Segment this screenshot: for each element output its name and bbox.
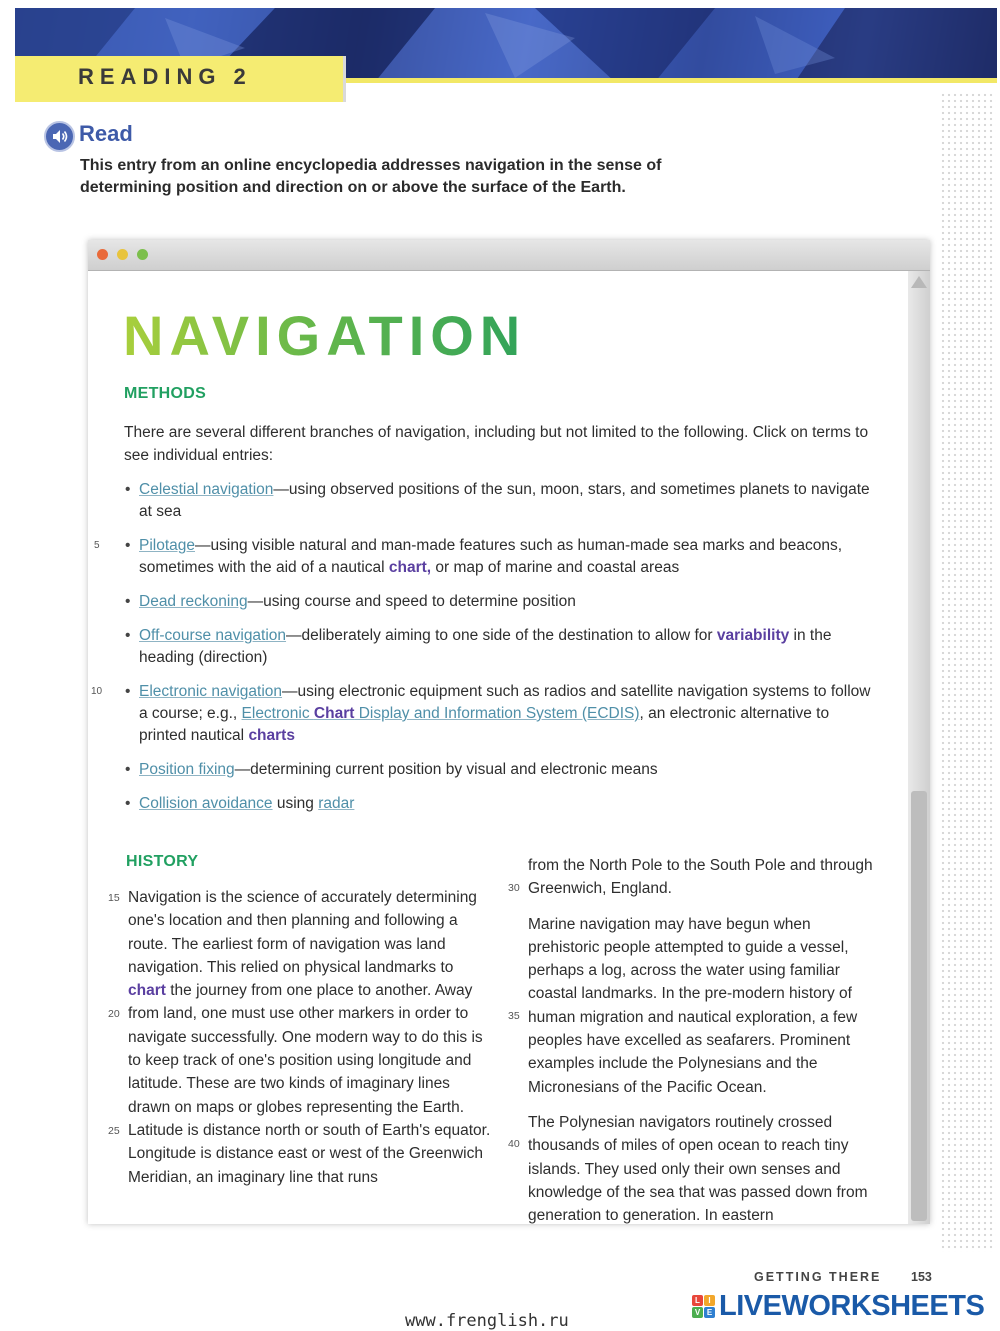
liveworksheets-logo[interactable] [692,1290,992,1324]
item-text: using [272,795,319,812]
list-item [94,535,876,579]
item-text: —determining current position by visual and electronic means [234,761,658,778]
ecdis-text: Display and Information System (ECDIS) [354,705,640,722]
history-paragraph: The Polynesian navigators routinely crossed thousands of miles of open ocean to reach tiny islands. They used only their own senses and knowledge of the sea that was passed down from generation to generation. In eastern [528,1113,868,1225]
keyword-chart: Chart [313,705,355,722]
history-text: the journey from one place to another. Away from land, one must use other markers in order to navigate successfully. One modern way to do this is to keep track of one's position using longitude and latitude. These are two kinds of imaginary lines drawn on maps or globes representing the Earth. Latitude is distance north or south of Earth's equator. Longitude is distance east or west of the Greenwich Meridian, an imaginary line that runs [128,982,491,1186]
item-text: —using visible natural and man-made features such as human-made sea marks and beacons, sometimes with the aid of a nautical [139,537,843,576]
item-text: —deliberately aiming to one side of the destination to allow for [286,627,717,644]
term-link-electronic-navigation[interactable]: Electronic navigation [139,683,283,700]
history-paragraph: Marine navigation may have begun when prehistoric people attempted to guide a vessel, perhaps a log, across the water using familiar coastal landmarks. In the pre-modern history of human migration and nautical exploration, a few peoples have excelled as seafarers. Prominent examples include the Polynesians and the Micronesians of the Pacific Ocean. [528,915,858,1096]
read-intro: This entry from an online encyclopedia addresses navigation in the sense of determining position and direction on or above the surface of the Earth. [80,157,662,196]
item-text: —using electronic equipment such as radios and satellite navigation systems to follow a course; e.g., [139,683,871,722]
list-item [91,681,876,747]
dot-pattern-decoration [940,92,996,1252]
term-link-radar[interactable]: radar [318,795,355,812]
item-text: in the heading (direction) [139,627,832,666]
keyword-chart[interactable]: chart [128,982,166,1000]
close-window-button[interactable] [97,249,108,260]
ecdis-text: Electronic [241,705,314,722]
audio-icon[interactable] [44,121,75,152]
line-number: 35 [508,1010,520,1022]
line-number: 40 [508,1138,520,1150]
site-url[interactable]: www.frenglish.ru [405,1311,569,1331]
history-text: Navigation is the science of accurately determining one's location and then planning and following a route. The earliest form of navigation was land navigation. This relied on physical landmarks to [128,889,477,976]
minimize-window-button[interactable] [117,249,128,260]
keyword-chart[interactable]: chart, [388,559,432,576]
footer-section-label: GETTING THERE [754,1270,882,1284]
term-link-pilotage[interactable]: Pilotage [139,537,196,554]
logo-letter: V [692,1307,703,1318]
reading-label: READING 2 [78,64,252,89]
history-paragraph: from the North Pole to the South Pole and through Greenwich, England. [528,857,873,898]
history-right-column [528,854,880,1239]
history-heading: HISTORY [126,853,199,870]
window-titlebar [88,240,930,271]
liveworksheets-grid-icon [692,1295,716,1319]
logo-letter: I [704,1295,715,1306]
article-title: NAVIGATION [123,304,527,367]
item-text: or map of marine and coastal areas [431,559,680,576]
term-link-celestial-navigation[interactable]: Celestial navigation [139,481,274,498]
line-number: 25 [108,1125,120,1137]
list-item [124,479,876,523]
line-number: 20 [108,1008,120,1020]
read-title: Read [79,121,133,146]
vertical-scrollbar[interactable] [908,271,930,1224]
liveworksheets-wordmark: LIVEWORKSHEETS [719,1290,985,1322]
term-link-dead-reckoning[interactable]: Dead reckoning [139,593,248,610]
item-text: —using observed positions of the sun, moon, stars, and sometimes planets to navigate at sea [139,481,870,520]
item-text: —using course and speed to determine position [247,593,576,610]
line-number: 30 [508,882,520,894]
speaker-icon [46,123,73,150]
list-item [124,625,876,669]
line-number: 15 [108,892,120,904]
list-item [124,793,876,815]
scroll-thumb[interactable] [911,791,927,1221]
logo-letter: E [704,1307,715,1318]
keyword-charts[interactable]: charts [248,727,295,744]
line-number: • 5 [94,540,100,551]
item-text: , an electronic alternative to printed nautical [139,705,830,744]
methods-list [91,479,876,827]
methods-heading: METHODS [124,385,207,402]
history-left-column [128,886,494,1189]
scroll-up-arrow-icon[interactable] [911,276,927,288]
page-number: 153 [911,1270,932,1284]
line-number: • 10 [91,686,103,697]
list-item [124,591,876,613]
term-link-off-course-navigation[interactable]: Off-course navigation [139,627,287,644]
keyword-variability[interactable]: variability [716,627,790,644]
term-link-collision-avoidance[interactable]: Collision avoidance [139,795,273,812]
term-link-ecdis[interactable] [242,705,640,722]
term-link-position-fixing[interactable]: Position fixing [139,761,235,778]
list-item [124,759,876,781]
logo-letter: L [692,1295,703,1306]
maximize-window-button[interactable] [137,249,148,260]
methods-intro: There are several different branches of navigation, including but not limited to the following. Click on terms to see individual entries: [124,424,869,464]
